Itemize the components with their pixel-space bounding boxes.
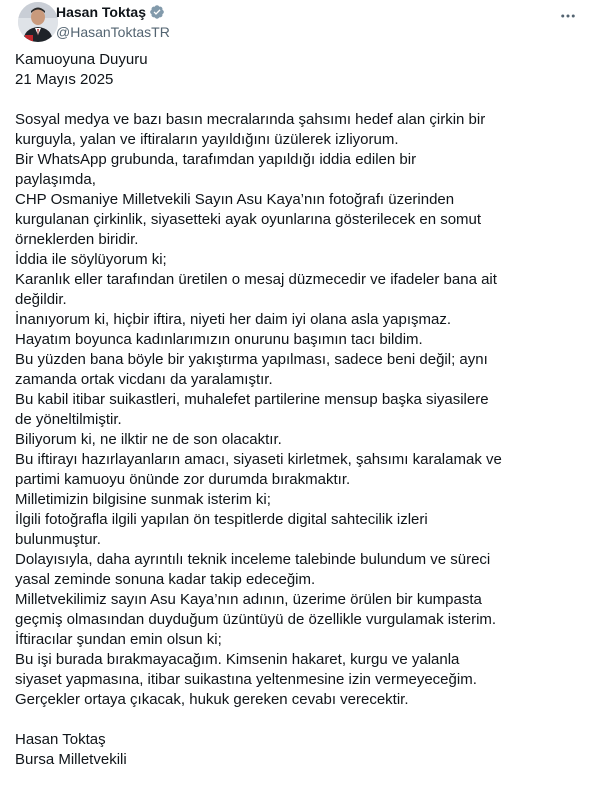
tweet-text-line: Hasan Toktaş (15, 731, 106, 748)
tweet-text (15, 50, 585, 770)
author-name[interactable]: Hasan Toktaş (56, 4, 146, 20)
tweet-text-line: Bu iftirayı hazırlayanların amacı, siyaseti kirletmek, şahsımı karalamak ve (15, 451, 502, 468)
tweet-text-line: yasal zeminde sonuna kadar takip edeceğim. (15, 571, 316, 588)
tweet-text-line: Bu işi burada bırakmayacağım. Kimsenin hakaret, kurgu ve yalanla (15, 651, 460, 668)
tweet-text-line: Milletvekilimiz sayın Asu Kaya’nın adının, üzerime örülen bir kumpasta (15, 591, 482, 608)
tweet-text-line: zamanda ortak vicdanı da yaralamıştır. (15, 371, 273, 388)
avatar[interactable] (18, 2, 58, 42)
tweet-text-line: örneklerden biridir. (15, 231, 139, 248)
tweet-text-line: Bursa Milletvekili (15, 751, 127, 768)
tweet-text-line: Kamuoyuna Duyuru (15, 51, 148, 68)
tweet-text-line: İlgili fotoğrafla ilgili yapılan ön tespitlerde digital sahtecilik izleri (15, 511, 428, 528)
tweet-text-line: de yöneltilmiştir. (15, 411, 122, 428)
tweet-text-line: Bu yüzden bana böyle bir yakıştırma yapılması, sadece beni değil; aynı (15, 351, 488, 368)
tweet-text-line: geçmiş olmasından duyduğum üzüntüyü de özellikle vurgulamak isterim. (15, 611, 497, 628)
tweet-text-line: kurgulanan çirkinlik, siyasetteki ayak oyunlarına gösterilecek en somut (15, 211, 482, 228)
tweet-text-line: bulunmuştur. (15, 531, 101, 548)
tweet-text-line: İftiracılar şundan emin olsun ki; (15, 631, 222, 648)
tweet-text-line: Karanlık eller tarafından üretilen o mesaj düzmecedir ve ifadeler bana ait (15, 271, 497, 288)
tweet-text-line: partimi kamuoyu önünde zor durumda bırakmaktır. (15, 471, 351, 488)
tweet-text-line: Biliyorum ki, ne ilktir ne de son olacaktır. (15, 431, 282, 448)
verified-badge-icon (149, 4, 165, 20)
tweet-text-line: 21 Mayıs 2025 (15, 71, 114, 88)
tweet-text-line: Bir WhatsApp grubunda, tarafımdan yapıldığı iddia edilen bir (15, 151, 417, 168)
tweet-text-line: İddia ile söylüyorum ki; (15, 251, 167, 268)
avatar-photo (18, 2, 58, 42)
tweet-text-line: Dolayısıyla, daha ayrıntılı teknik inceleme talebinde bulundum ve süreci (15, 551, 491, 568)
tweet-text-line: Gerçekler ortaya çıkacak, hukuk gereken cevabı verecektir. (15, 691, 409, 708)
tweet-text-line: Sosyal medya ve bazı basın mecralarında şahsımı hedef alan çirkin bir (15, 111, 486, 128)
author-block (56, 2, 170, 42)
tweet-text-line: Hayatım boyunca kadınlarımızın onurunu başımın tacı bildim. (15, 331, 423, 348)
tweet-text-line: CHP Osmaniye Milletvekili Sayın Asu Kaya’nın fotoğrafı üzerinden (15, 191, 455, 208)
tweet-text-line: kurguyla, yalan ve iftiraların yayıldığını üzülerek izliyorum. (15, 131, 399, 148)
tweet-text-line: İnanıyorum ki, hiçbir iftira, niyeti her daim iyi olana asla yapışmaz. (15, 311, 452, 328)
more-options-icon[interactable] (556, 4, 580, 28)
tweet-text-line: Bu kabil itibar suikastleri, muhalefet partilerine mensup başka siyasilere (15, 391, 489, 408)
tweet-text-line: paylaşımda, (15, 171, 96, 188)
author-handle[interactable]: @HasanToktasTR (56, 24, 170, 40)
tweet-text-line: değildir. (15, 291, 67, 308)
tweet-text-line: Milletimizin bilgisine sunmak isterim ki; (15, 491, 271, 508)
tweet-text-line (15, 90, 585, 110)
tweet-text-line (15, 710, 585, 730)
tweet-text-line: siyaset yapmasına, itibar suikastına yeltenmesine izin vermeyeceğim. (15, 671, 477, 688)
tweet-header (12, 0, 588, 44)
